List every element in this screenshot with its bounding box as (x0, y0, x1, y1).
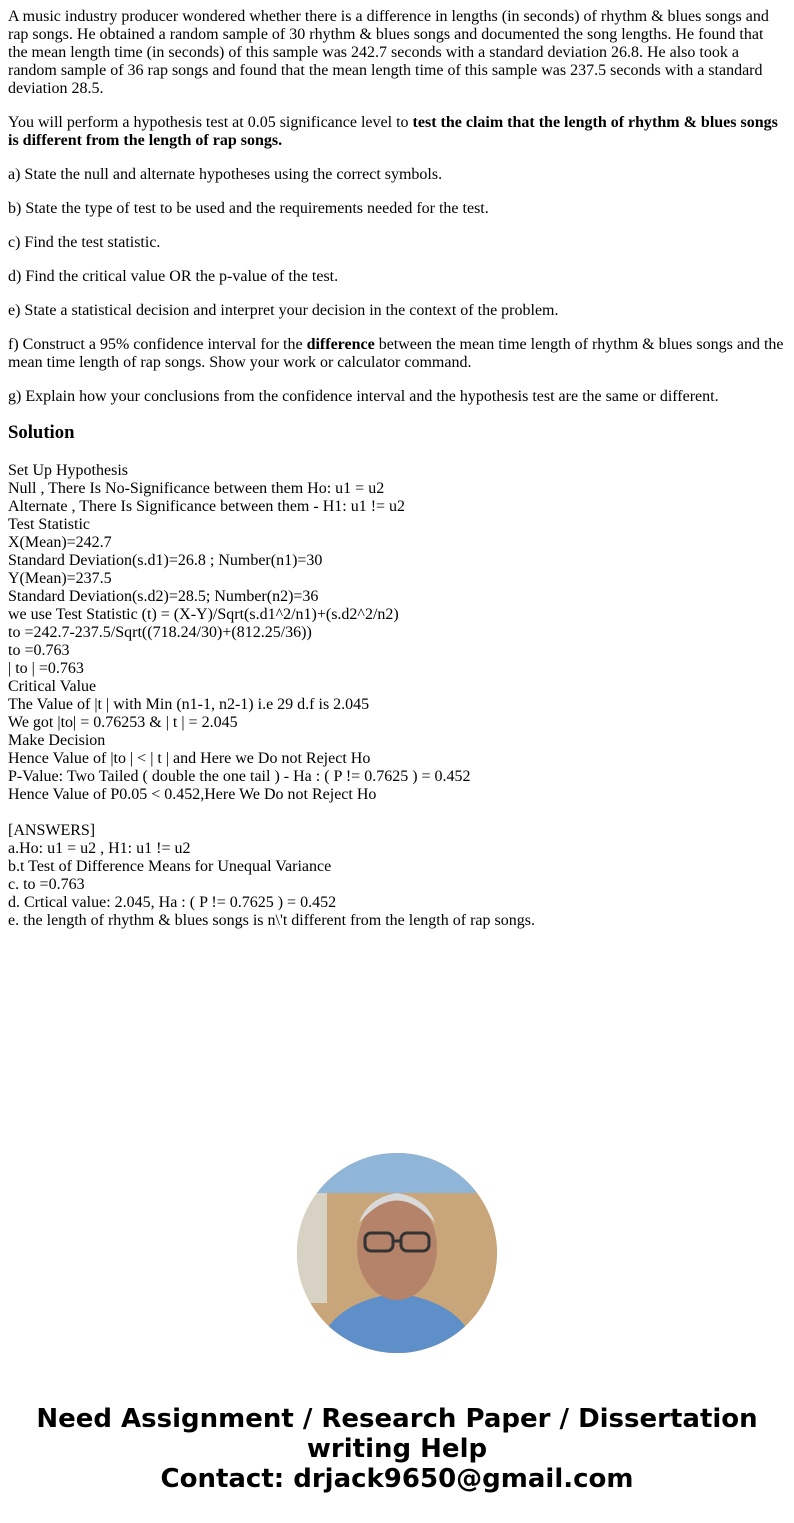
task-text: You will perform a hypothesis test at 0.05 significance level to (8, 114, 413, 131)
solution-line: we use Test Statistic (t) = (X-Y)/Sqrt(s.d1^2/n1)+(s.d2^2/n2) (8, 606, 399, 623)
answer-line: e. the length of rhythm & blues songs is n\'t different from the length of rap songs. (8, 912, 535, 929)
question-intro: A music industry producer wondered whether there is a difference in lengths (in seconds) of rhythm & blues songs and rap songs. He obtained a random sample of 30 rhythm & blues songs and documented the song lengths. He found that the mean length time (in seconds) of this sample was 242.7 seconds with a standard deviation 26.8. He also took a random sample of 36 rap songs and found that the mean length time of this sample was 237.5 seconds with a standard deviation 28.5. (8, 8, 769, 97)
footer-line: Need Assignment / Research Paper / Dissertation (36, 1404, 758, 1434)
footer-ad (0, 1404, 794, 1494)
solution-line: X(Mean)=242.7 (8, 534, 112, 551)
solution-line: Make Decision (8, 732, 106, 749)
part-c: c) Find the test statistic. (8, 234, 161, 251)
part-f (8, 336, 786, 372)
solution-line: Standard Deviation(s.d1)=26.8 ; Number(n1)=30 (8, 552, 323, 569)
solution-line: P-Value: Two Tailed ( double the one tail ) - Ha : ( P != 0.7625 ) = 0.452 (8, 768, 471, 785)
solution-line: Null , There Is No-Significance between them Ho: u1 = u2 (8, 480, 385, 497)
solution-lines (8, 462, 786, 804)
part-d: d) Find the critical value OR the p-value of the test. (8, 268, 339, 285)
answer-line: c. to =0.763 (8, 876, 85, 893)
solution-line: to =242.7-237.5/Sqrt((718.24/30)+(812.25/36)) (8, 624, 312, 641)
author-avatar (297, 1153, 497, 1353)
answer-line: d. Crtical value: 2.045, Ha : ( P != 0.7625 ) = 0.452 (8, 894, 337, 911)
solution-line: Test Statistic (8, 516, 90, 533)
answer-line: [ANSWERS] (8, 822, 96, 839)
solution-heading: Solution (8, 422, 75, 443)
part-a: a) State the null and alternate hypotheses using the correct symbols. (8, 166, 443, 183)
solution-line: Y(Mean)=237.5 (8, 570, 112, 587)
part-f-bold: difference (306, 336, 375, 353)
task-claim: test the claim that the length of rhythm & blues songs is different from the length of rap songs. (8, 114, 778, 149)
part-g: g) Explain how your conclusions from the confidence interval and the hypothesis test are the same or different. (8, 388, 719, 405)
solution-line: Hence Value of P0.05 < 0.452,Here We Do not Reject Ho (8, 786, 377, 803)
solution-line: Set Up Hypothesis (8, 462, 128, 479)
solution-line: | to | =0.763 (8, 660, 84, 677)
solution-line: The Value of |t | with Min (n1-1, n2-1) i.e 29 d.f is 2.045 (8, 696, 370, 713)
solution-line: Hence Value of |to | < | t | and Here we Do not Reject Ho (8, 750, 371, 767)
question-task (8, 114, 786, 150)
solution-line: to =0.763 (8, 642, 70, 659)
footer-contact: Contact: drjack9650@gmail.com (160, 1464, 634, 1494)
part-b: b) State the type of test to be used and the requirements needed for the test. (8, 200, 489, 217)
part-e: e) State a statistical decision and interpret your decision in the context of the problem. (8, 302, 559, 319)
answer-line: b.t Test of Difference Means for Unequal Variance (8, 858, 332, 875)
answers (8, 822, 786, 930)
footer-line: writing Help (306, 1434, 488, 1464)
part-f-text: f) Construct a 95% confidence interval for the (8, 336, 307, 353)
solution-line: We got |to| = 0.76253 & | t | = 2.045 (8, 714, 238, 731)
solution-line: Standard Deviation(s.d2)=28.5; Number(n2)=36 (8, 588, 319, 605)
part-f-text-end: between the mean time length of rhythm & blues songs and the mean time length of rap songs. Show your work or calculator command. (8, 336, 784, 371)
answer-line: a.Ho: u1 = u2 , H1: u1 != u2 (8, 840, 191, 857)
solution-line: Critical Value (8, 678, 97, 695)
document (8, 8, 786, 930)
solution-line: Alternate , There Is Significance between them - H1: u1 != u2 (8, 498, 406, 515)
